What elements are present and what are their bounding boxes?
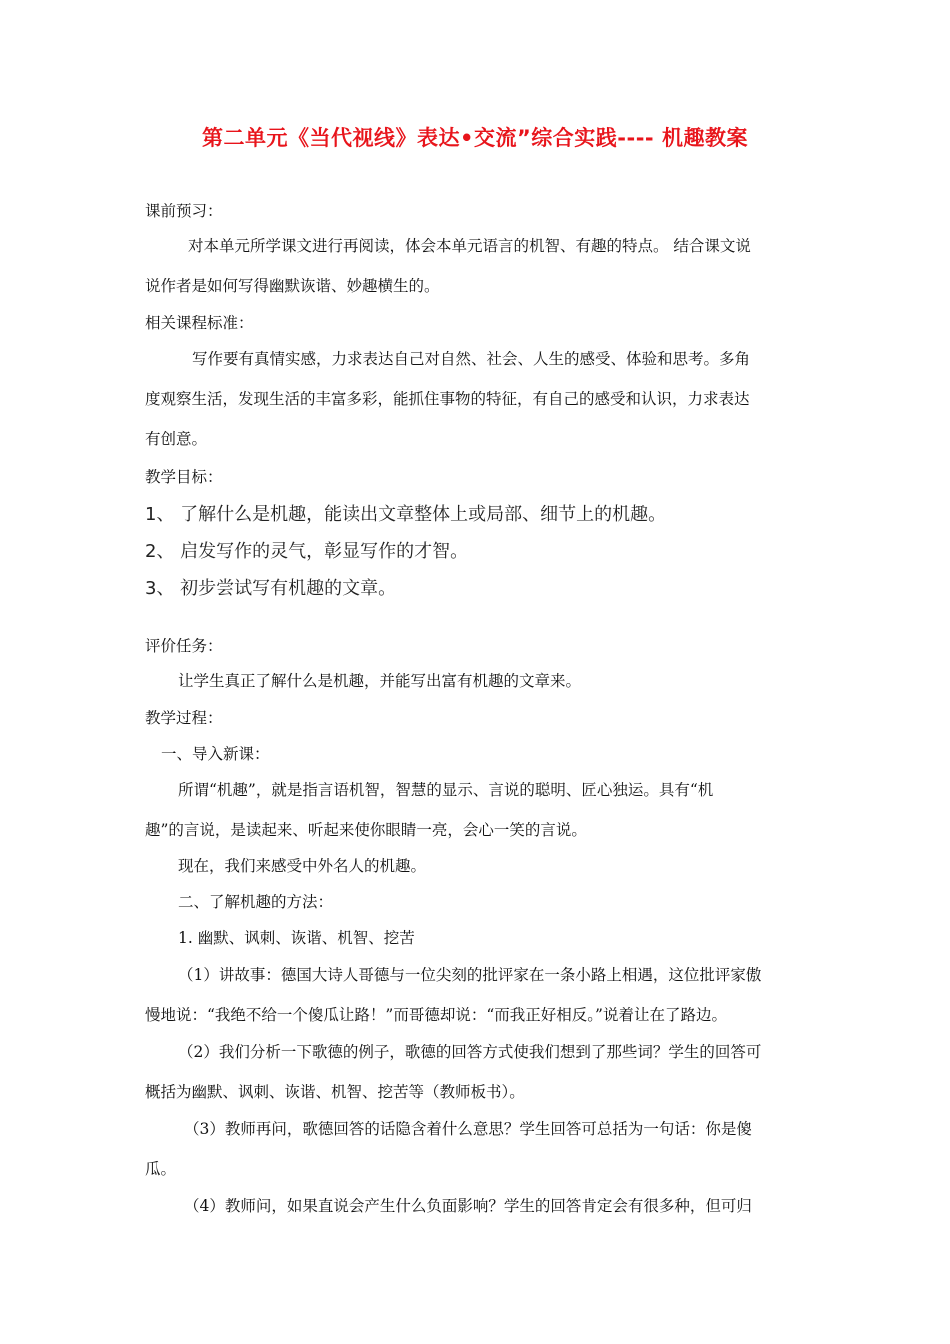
goal-item: 3、 初步尝试写有机趣的文章。 — [145, 578, 397, 599]
paragraph-line: 写作要有真情实感，力求表达自己对自然、社会、人生的感受、体验和思考。多角 — [192, 350, 751, 368]
paragraph-line: 让学生真正了解什么是机趣，并能写出富有机趣的文章来。 — [178, 672, 582, 690]
paragraph-line: （1）讲故事：德国大诗人哥德与一位尖刻的批评家在一条小路上相遇，这位批评家傲 — [178, 966, 762, 984]
paragraph-line: 说作者是如何写得幽默诙谐、妙趣横生的。 — [145, 277, 440, 295]
section-heading-process: 教学过程： — [145, 709, 223, 727]
paragraph-line: 度观察生活，发现生活的丰富多彩，能抓住事物的特征，有自己的感受和认识，力求表达 — [145, 390, 750, 408]
section-heading-preview: 课前预习： — [145, 202, 223, 220]
document-title: 第二单元《当代视线》表达•交流”综合实践---- 机趣教案 — [202, 126, 748, 150]
goal-item: 1、 了解什么是机趣，能读出文章整体上或局部、细节上的机趣。 — [145, 504, 667, 525]
paragraph-line: 瓜。 — [145, 1160, 177, 1178]
paragraph-line: （3）教师再问，歌德回答的话隐含着什么意思？学生回答可总括为一句话：你是傻 — [184, 1120, 752, 1138]
goal-item: 2、 启发写作的灵气，彰显写作的才智。 — [145, 541, 469, 562]
section-heading-standard: 相关课程标准： — [145, 314, 254, 332]
subsection-heading: 二、了解机趣的方法： — [178, 893, 334, 911]
paragraph-line: 慢地说：“我绝不给一个傻瓜让路！”而哥德却说：“而我正好相反。”说着让在了路边。 — [145, 1006, 727, 1024]
paragraph-line: （4）教师问，如果直说会产生什么负面影响？学生的回答肯定会有很多种，但可归 — [184, 1197, 752, 1215]
paragraph-line: 概括为幽默、讽刺、诙谐、机智、挖苦等（教师板书）。 — [145, 1083, 525, 1101]
section-heading-evaluation: 评价任务： — [145, 637, 223, 655]
paragraph-line: 现在，我们来感受中外名人的机趣。 — [178, 857, 427, 875]
subsection-heading: 一、导入新课： — [161, 745, 270, 763]
list-item: 1. 幽默、讽刺、诙谐、机智、挖苦 — [178, 929, 415, 947]
paragraph-line: （2）我们分析一下歌德的例子，歌德的回答方式使我们想到了那些词？学生的回答可 — [178, 1043, 762, 1061]
paragraph-line: 趣”的言说，是读起来、听起来使你眼睛一亮，会心一笑的言说。 — [145, 821, 587, 839]
paragraph-line: 对本单元所学课文进行再阅读，体会本单元语言的机智、有趣的特点。 结合课文说 — [188, 237, 751, 255]
paragraph-line: 有创意。 — [145, 430, 208, 448]
section-heading-goals: 教学目标： — [145, 468, 223, 486]
paragraph-line: 所谓“机趣”，就是指言语机智，智慧的显示、言说的聪明、匠心独运。具有“机 — [178, 781, 714, 799]
